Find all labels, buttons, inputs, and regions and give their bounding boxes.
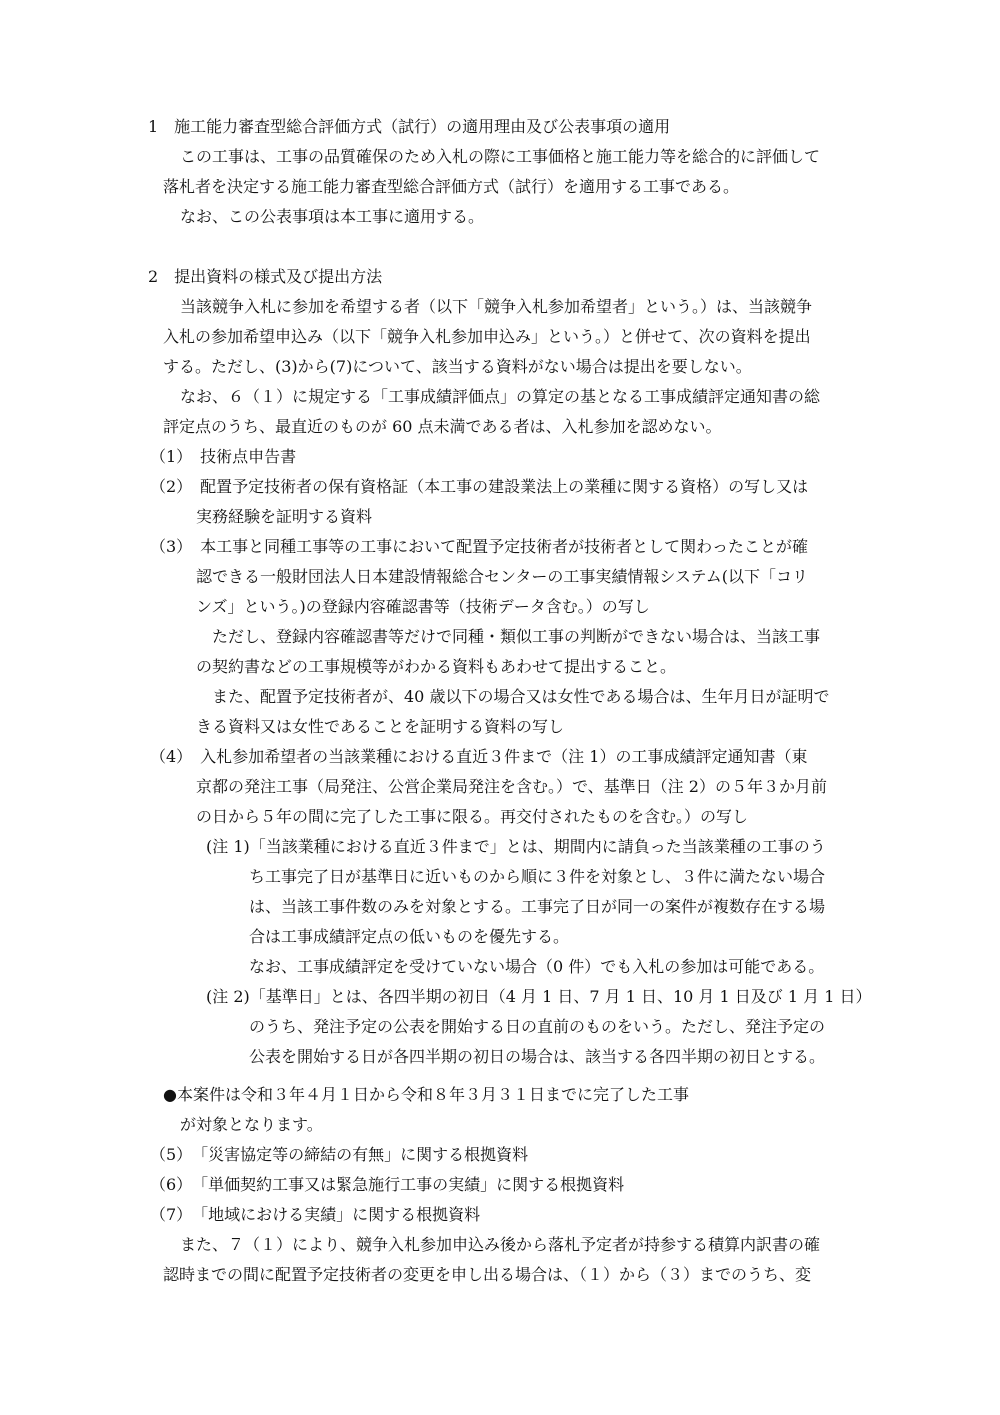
text-line: （6） 「単価契約工事又は緊急施行工事の実績」に関する根拠資料 [150, 1175, 625, 1194]
text-line: （2） 配置予定技術者の保有資格証（本工事の建設業法上の業種に関する資格）の写し又は [150, 477, 809, 496]
text-line: なお、工事成績評定を受けていない場合（0 件）でも入札の参加は可能である。 [249, 957, 825, 976]
text-line: 京都の発注工事（局発注、公営企業局発注を含む。）で、基準日（注 2）の５年３か月前 [196, 777, 827, 796]
text-line: この工事は、工事の品質確保のため入札の際に工事価格と施工能力等を総合的に評価して [180, 147, 821, 166]
text-line: 評定点のうち、最直近のものが 60 点未満である者は、入札参加を認めない。 [163, 417, 722, 436]
text-line: 公表を開始する日が各四半期の初日の場合は、該当する各四半期の初日とする。 [249, 1047, 826, 1066]
text-line: 合は工事成績評定点の低いものを優先する。 [249, 927, 570, 946]
text-line: 認時までの間に配置予定技術者の変更を申し出る場合は、（１）から（３）までのうち、変 [163, 1265, 812, 1284]
text-line: ただし、登録内容確認書等だけで同種・類似工事の判断ができない場合は、当該工事 [212, 627, 821, 646]
text-line: は、当該工事件数のみを対象とする。工事完了日が同一の案件が複数存在する場 [249, 897, 826, 916]
text-line: ●本案件は令和３年４月１日から令和８年３月３１日までに完了した工事 [163, 1085, 689, 1104]
text-line: の契約書などの工事規模等がわかる資料もあわせて提出すること。 [196, 657, 677, 676]
text-line: （5） 「災害協定等の締結の有無」に関する根拠資料 [150, 1145, 529, 1164]
text-line: （3） 本工事と同種工事等の工事において配置予定技術者が技術者として関わったことが確 [150, 537, 809, 556]
text-line: する。ただし、(3)から(7)について、該当する資料がない場合は提出を要しない。 [163, 357, 752, 376]
text-line: また、７（１）により、競争入札参加申込み後から落札予定者が持参する積算内訳書の確 [180, 1235, 821, 1254]
text-line: の日から５年の間に完了した工事に限る。再交付されたものを含む。）の写し [196, 807, 749, 826]
text-line: 落札者を決定する施工能力審査型総合評価方式（試行）を適用する工事である。 [163, 177, 740, 196]
text-line: が対象となります。 [180, 1115, 323, 1134]
text-line: 実務経験を証明する資料 [196, 507, 373, 526]
text-line: 当該競争入札に参加を希望する者（以下「競争入札参加希望者」という。）は、当該競争 [180, 297, 813, 316]
text-line: なお、この公表事項は本工事に適用する。 [180, 207, 485, 226]
text-line: ち工事完了日が基準日に近いものから順に３件を対象とし、３件に満たない場合 [249, 867, 826, 886]
text-line: （4） 入札参加希望者の当該業種における直近３件まで（注 1）の工事成績評定通知書（東 [150, 747, 808, 766]
text-line: なお、６（１）に規定する「工事成績評価点」の算定の基となる工事成績評定通知書の総 [180, 387, 821, 406]
text-line: (注 1)「当該業種における直近３件まで」とは、期間内に請負った当該業種の工事のう [206, 837, 826, 856]
text-line: のうち、発注予定の公表を開始する日の直前のものをいう。ただし、発注予定の [249, 1017, 826, 1036]
text-line: （7） 「地域における実績」に関する根拠資料 [150, 1205, 481, 1224]
text-line: きる資料又は女性であることを証明する資料の写し [196, 717, 565, 736]
text-line: 認できる一般財団法人日本建設情報総合センターの工事実績情報システム(以下「コリ [196, 567, 809, 586]
text-line: (注 2)「基準日」とは、各四半期の初日（4 月 1 日、7 月 1 日、10 月 1 日及び 1 月 1 日） [206, 987, 872, 1006]
text-line: 入札の参加希望申込み（以下「競争入札参加申込み」という。）と併せて、次の資料を提出 [163, 327, 811, 346]
text-line: 1 施工能力審査型総合評価方式（試行）の適用理由及び公表事項の適用 [148, 117, 671, 136]
text-line: 2 提出資料の様式及び提出方法 [148, 267, 383, 286]
text-line: ンズ」という。)の登録内容確認書等（技術データ含む。）の写し [196, 597, 650, 616]
text-line: （1） 技術点申告書 [150, 447, 297, 466]
text-line: また、配置予定技術者が、40 歳以下の場合又は女性である場合は、生年月日が証明で [212, 687, 830, 706]
